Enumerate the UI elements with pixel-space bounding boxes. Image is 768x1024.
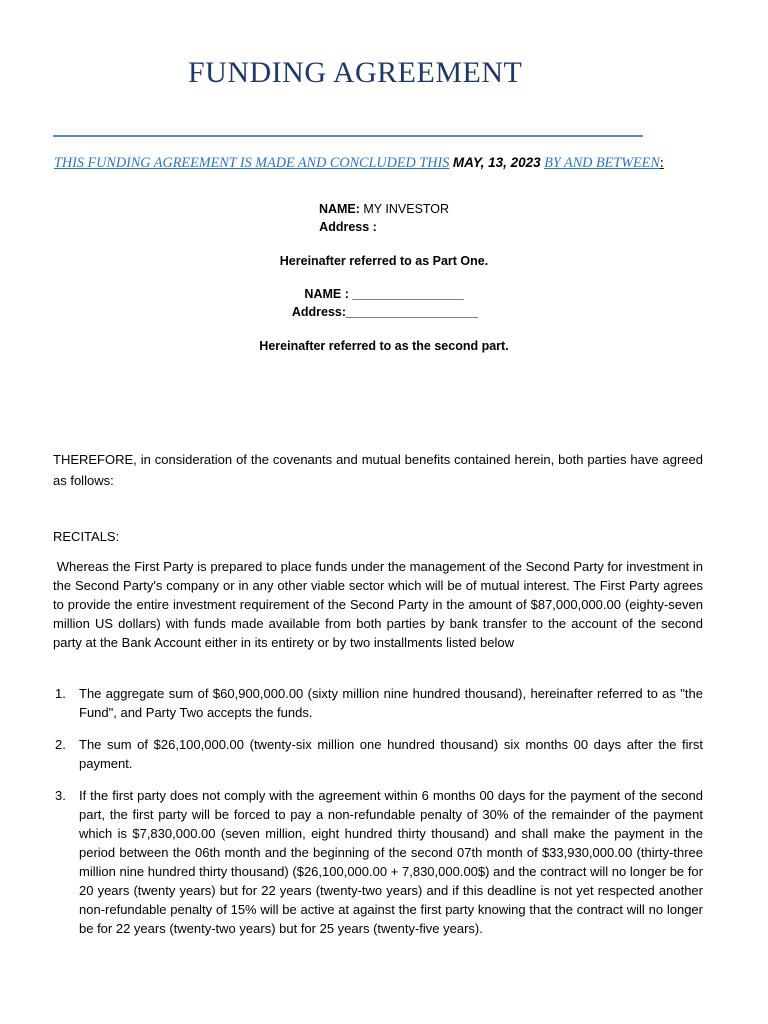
recitals-heading: RECITALS: (53, 529, 120, 544)
intro-line (54, 155, 664, 172)
therefore-paragraph: THEREFORE, in consideration of the covenants and mutual benefits contained herein, both parties have agreed as follows: (53, 452, 703, 488)
list-item-text: If the first party does not comply with the agreement within 6 months 00 days for the payment of the second part, the first party will be forced to pay a non-refundable penalty of 30% of the remainder of the payment which is $7,830,000.00 (seven million, eight hundred thirty thousand) and shall make the payment in the period between the 06th month and the beginning of the second 07th month of $33,930,000.00 (thirty-three million nine hundred thirty thousand) ($26,100,000.00 + 7,830,000.00$) and the contract will no longer be for 20 years (twenty years) but for 22 years (twenty-two years) and if this deadline is not yet respected another non-refundable penalty of 15% will be active at against the first party knowing that the contract will no longer be for 22 years (twenty-two years) but for 25 years (twenty-five years). (79, 788, 703, 936)
list-item-number: 3. (55, 788, 66, 803)
list-item-number: 1. (55, 686, 66, 701)
intro-prefix: THIS FUNDING AGREEMENT IS MADE AND CONCLUDED THIS (54, 155, 450, 171)
recitals-text: Whereas the First Party is prepared to place funds under the management of the Second Party for investment in the Second Party's company or in any other viable sector which will be of mutual interest. The First Party agrees to provide the entire investment requirement of the Second Party in the amount of $87,000,000.00 (eighty-seven million US dollars) with funds made available from both parties by bank transfer to the account of the second party at the Bank Account either in its entirety or by two installments listed below (53, 559, 703, 650)
party-one-name-label: NAME: (318, 202, 360, 216)
list-item-text: The sum of $26,100,000.00 (twenty-six million one hundred thousand) six months 00 days after the first payment. (79, 737, 703, 771)
list-item-number: 2. (55, 737, 66, 752)
party-one-name-line (0, 202, 768, 216)
list-item-text: The aggregate sum of $60,900,000.00 (sixty million nine hundred thousand), hereinafter referred to as "the Fund", and Party Two accepts the funds. (79, 686, 703, 720)
title-divider (53, 135, 643, 137)
intro-suffix: BY AND BETWEEN (544, 155, 660, 171)
intro-colon: : (659, 155, 664, 171)
party-one-referred: Hereinafter referred to as Part One. (279, 254, 489, 268)
party-one-name-value: MY INVESTOR (363, 202, 450, 216)
party-two-address-line: Address:___________________ (291, 305, 479, 319)
document-title: FUNDING AGREEMENT (188, 56, 523, 89)
recitals-paragraph (53, 557, 703, 652)
party-two-referred: Hereinafter referred to as the second part. (259, 339, 509, 353)
party-one-address-label: Address : (319, 220, 377, 234)
party-two-name-line: NAME : ________________ (304, 287, 464, 301)
agreement-date: MAY, 13, 2023 (452, 155, 541, 170)
